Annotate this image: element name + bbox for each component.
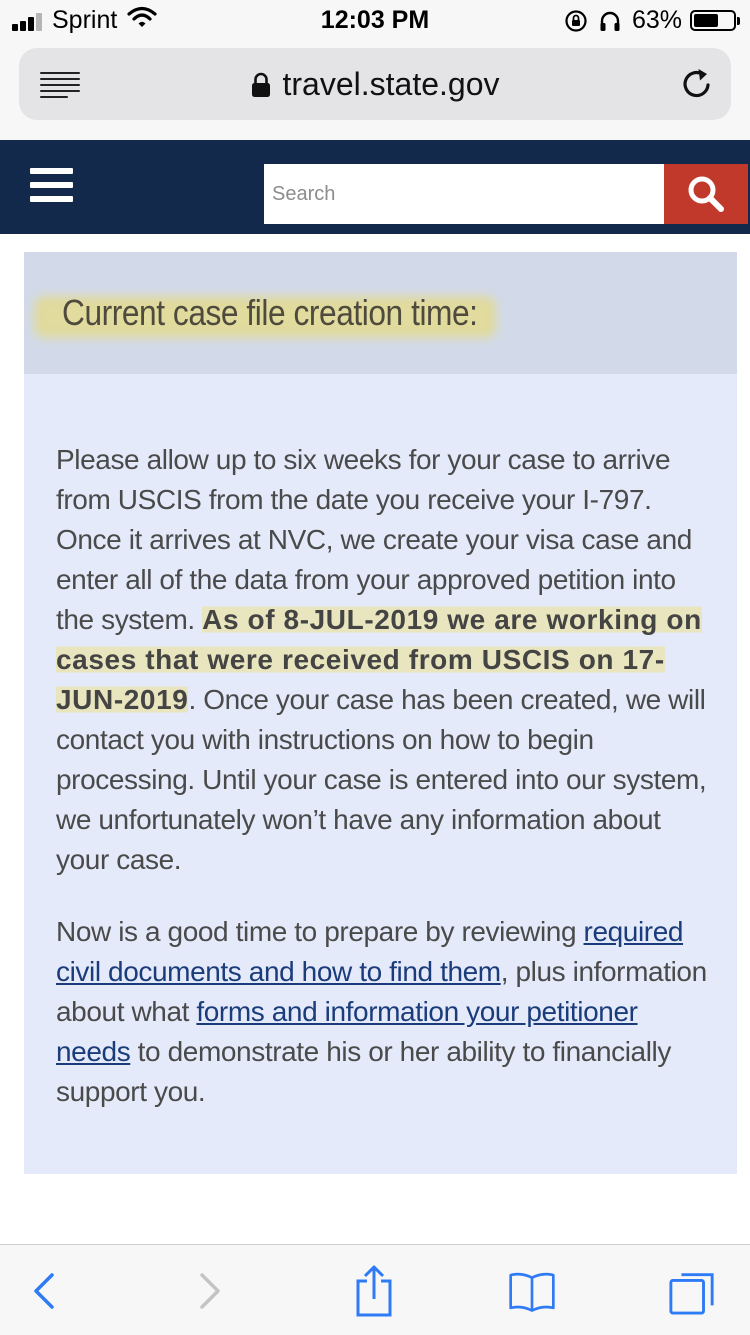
battery-fill [694,14,718,27]
petitioner-forms-link[interactable]: forms and information your petitioner needs [56,996,638,1067]
p1-text-before: Please allow up to six weeks for your case to arrive from USCIS from the date you receive your I-797. Once it arrives at NVC, we create your visa case and enter all of the data from your approved petition into the system. [56,444,692,635]
status-time: 12:03 PM [320,6,430,34]
hamburger-menu-icon[interactable] [30,168,73,206]
bottom-toolbar [0,1244,750,1335]
url-display[interactable] [19,66,731,103]
status-right [564,6,736,35]
paragraph-processing-info [56,440,716,880]
case-info-panel [24,252,737,1174]
panel-header [24,252,737,374]
paragraph-prepare [56,912,716,1112]
panel-title: Current case file creation time: [62,292,478,333]
headphones-icon [598,9,622,33]
p2-text-mid: , plus information about what [56,956,707,1027]
search-input[interactable] [264,164,664,224]
battery-icon [690,10,736,31]
search-icon [686,174,726,214]
site-header [0,140,750,234]
reload-icon[interactable] [679,66,715,107]
orientation-lock-icon [564,9,588,33]
p2-text-after: to demonstrate his or her ability to financially support you. [56,1036,671,1107]
search-button[interactable] [664,164,748,224]
p2-text-before: Now is a good time to prepare by reviewing [56,916,584,947]
browser-chrome [0,40,750,140]
address-bar[interactable] [19,48,731,120]
back-icon[interactable] [20,1267,68,1315]
forward-icon[interactable] [186,1267,234,1315]
bookmarks-icon[interactable] [508,1267,556,1315]
status-bar [0,0,750,40]
processing-date-statement: As of 8-JUL-2019 we are working on cases that were received from USCIS on 17-JUN-2019 [56,604,702,715]
p1-text-after: . Once your case has been created, we will contact you with instructions on how to begin processing. Until your case is entered into our system, we unfortunately won’t have any information about your case. [56,684,707,875]
share-icon[interactable] [350,1267,398,1315]
panel-body [56,440,716,1112]
civil-documents-link[interactable]: required civil documents and how to find them [56,916,684,987]
url-text: travel.state.gov [282,66,500,102]
battery-percent: 63% [631,6,682,34]
lock-icon [251,72,271,98]
carrier-name: Sprint [52,6,118,34]
tabs-icon[interactable] [668,1267,716,1315]
